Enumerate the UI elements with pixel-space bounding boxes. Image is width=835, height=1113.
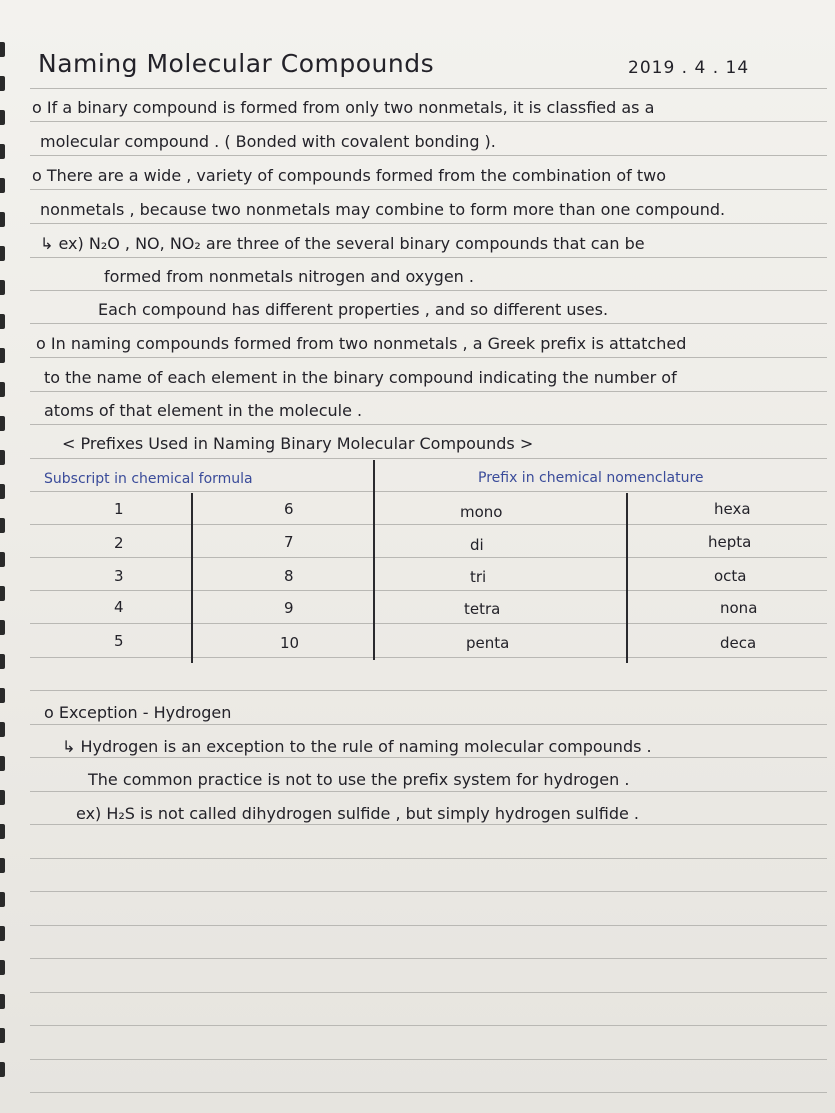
ruled-line xyxy=(30,992,827,993)
binding-hole xyxy=(0,42,5,57)
table-cell: 7 xyxy=(284,533,294,551)
binding-hole xyxy=(0,212,5,227)
ruled-line xyxy=(30,1059,827,1060)
section-heading: o Exception - Hydrogen xyxy=(44,703,232,722)
ruled-line xyxy=(30,257,827,258)
table-cell: nona xyxy=(720,599,758,617)
note-line: ↳ Hydrogen is an exception to the rule of naming molecular compounds . xyxy=(62,737,652,756)
note-line: formed from nonmetals nitrogen and oxygen . xyxy=(104,267,474,286)
table-divider xyxy=(373,460,375,660)
ruled-line xyxy=(30,458,827,459)
table-header-subscript: Subscript in chemical formula xyxy=(44,471,253,487)
ruled-line xyxy=(30,557,827,558)
ruled-line xyxy=(30,121,827,122)
ruled-line xyxy=(30,925,827,926)
table-cell: 6 xyxy=(284,500,294,518)
binding-hole xyxy=(0,280,5,295)
ruled-line xyxy=(30,323,827,324)
binding-hole xyxy=(0,178,5,193)
binding-hole xyxy=(0,994,5,1009)
ruled-line xyxy=(30,858,827,859)
table-cell: 8 xyxy=(284,567,294,585)
table-header-prefix: Prefix in chemical nomenclature xyxy=(478,470,704,486)
table-cell: di xyxy=(470,536,484,554)
ruled-line xyxy=(30,424,827,425)
note-line: atoms of that element in the molecule . xyxy=(44,401,363,420)
binding-hole xyxy=(0,790,5,805)
ruled-line xyxy=(30,958,827,959)
note-line: ↳ ex) N₂O , NO, NO₂ are three of the several binary compounds that can be xyxy=(40,234,645,253)
table-cell: penta xyxy=(466,634,510,652)
ruled-line xyxy=(30,623,827,624)
binding-hole xyxy=(0,110,5,125)
ruled-line xyxy=(30,88,827,89)
binding-hole xyxy=(0,1028,5,1043)
note-line: o If a binary compound is formed from only two nonmetals, it is classfied as a xyxy=(32,98,655,117)
table-cell: hepta xyxy=(708,533,752,551)
binding-hole xyxy=(0,144,5,159)
page-title: Naming Molecular Compounds xyxy=(38,49,435,78)
binding-hole xyxy=(0,246,5,261)
ruled-line xyxy=(30,891,827,892)
table-cell: hexa xyxy=(714,500,751,518)
ruled-line xyxy=(30,290,827,291)
note-line: to the name of each element in the binary compound indicating the number of xyxy=(44,368,677,387)
ruled-line xyxy=(30,155,827,156)
ruled-line xyxy=(30,1025,827,1026)
table-cell: tri xyxy=(470,568,487,586)
table-cell: 3 xyxy=(114,567,124,585)
binding-hole xyxy=(0,450,5,465)
note-line: The common practice is not to use the prefix system for hydrogen . xyxy=(88,770,630,789)
table-cell: 10 xyxy=(280,634,300,652)
table-cell: 1 xyxy=(114,500,124,518)
note-line: ex) H₂S is not called dihydrogen sulfide , but simply hydrogen sulfide . xyxy=(76,804,640,823)
table-cell: 9 xyxy=(284,599,294,617)
table-cell: mono xyxy=(460,503,503,521)
binding-hole xyxy=(0,518,5,533)
note-line: o There are a wide , variety of compounds formed from the combination of two xyxy=(32,166,667,185)
binding-hole xyxy=(0,960,5,975)
note-line: molecular compound . ( Bonded with covalent bonding ). xyxy=(40,132,496,151)
table-cell: 4 xyxy=(114,598,124,616)
binding-hole xyxy=(0,892,5,907)
binding-hole xyxy=(0,858,5,873)
binding-hole xyxy=(0,586,5,601)
binding-hole xyxy=(0,552,5,567)
ruled-line xyxy=(30,757,827,758)
ruled-line xyxy=(30,391,827,392)
ruled-line xyxy=(30,223,827,224)
ruled-line xyxy=(30,657,827,658)
table-cell: octa xyxy=(714,567,747,585)
ruled-line xyxy=(30,524,827,525)
binding-hole xyxy=(0,484,5,499)
binding-hole xyxy=(0,76,5,91)
binding-hole xyxy=(0,654,5,669)
binding-hole xyxy=(0,926,5,941)
date-text: 2019 . 4 . 14 xyxy=(628,58,750,78)
binding-hole xyxy=(0,1062,5,1077)
note-line: nonmetals , because two nonmetals may combine to form more than one compound. xyxy=(40,200,726,219)
binding-hole xyxy=(0,756,5,771)
note-line: o In naming compounds formed from two nonmetals , a Greek prefix is attatched xyxy=(36,334,687,353)
table-divider xyxy=(191,493,193,663)
binding-hole xyxy=(0,620,5,635)
ruled-line xyxy=(30,1092,827,1093)
ruled-line xyxy=(30,189,827,190)
note-line: Each compound has different properties , and so different uses. xyxy=(98,300,609,319)
table-divider xyxy=(626,493,628,663)
table-cell: deca xyxy=(720,634,757,652)
ruled-line xyxy=(30,690,827,691)
binding-hole xyxy=(0,824,5,839)
ruled-line xyxy=(30,590,827,591)
binding-hole xyxy=(0,348,5,363)
table-cell: 5 xyxy=(114,632,124,650)
table-cell: tetra xyxy=(464,600,501,618)
ruled-line xyxy=(30,791,827,792)
binding-hole xyxy=(0,688,5,703)
ruled-line xyxy=(30,724,827,725)
table-cell: 2 xyxy=(114,534,124,552)
binding-hole xyxy=(0,722,5,737)
binding-hole xyxy=(0,382,5,397)
table-title: < Prefixes Used in Naming Binary Molecular Compounds > xyxy=(62,434,534,453)
ruled-line xyxy=(30,491,827,492)
binding-hole xyxy=(0,314,5,329)
ruled-line xyxy=(30,824,827,825)
ruled-line xyxy=(30,357,827,358)
binding-hole xyxy=(0,416,5,431)
